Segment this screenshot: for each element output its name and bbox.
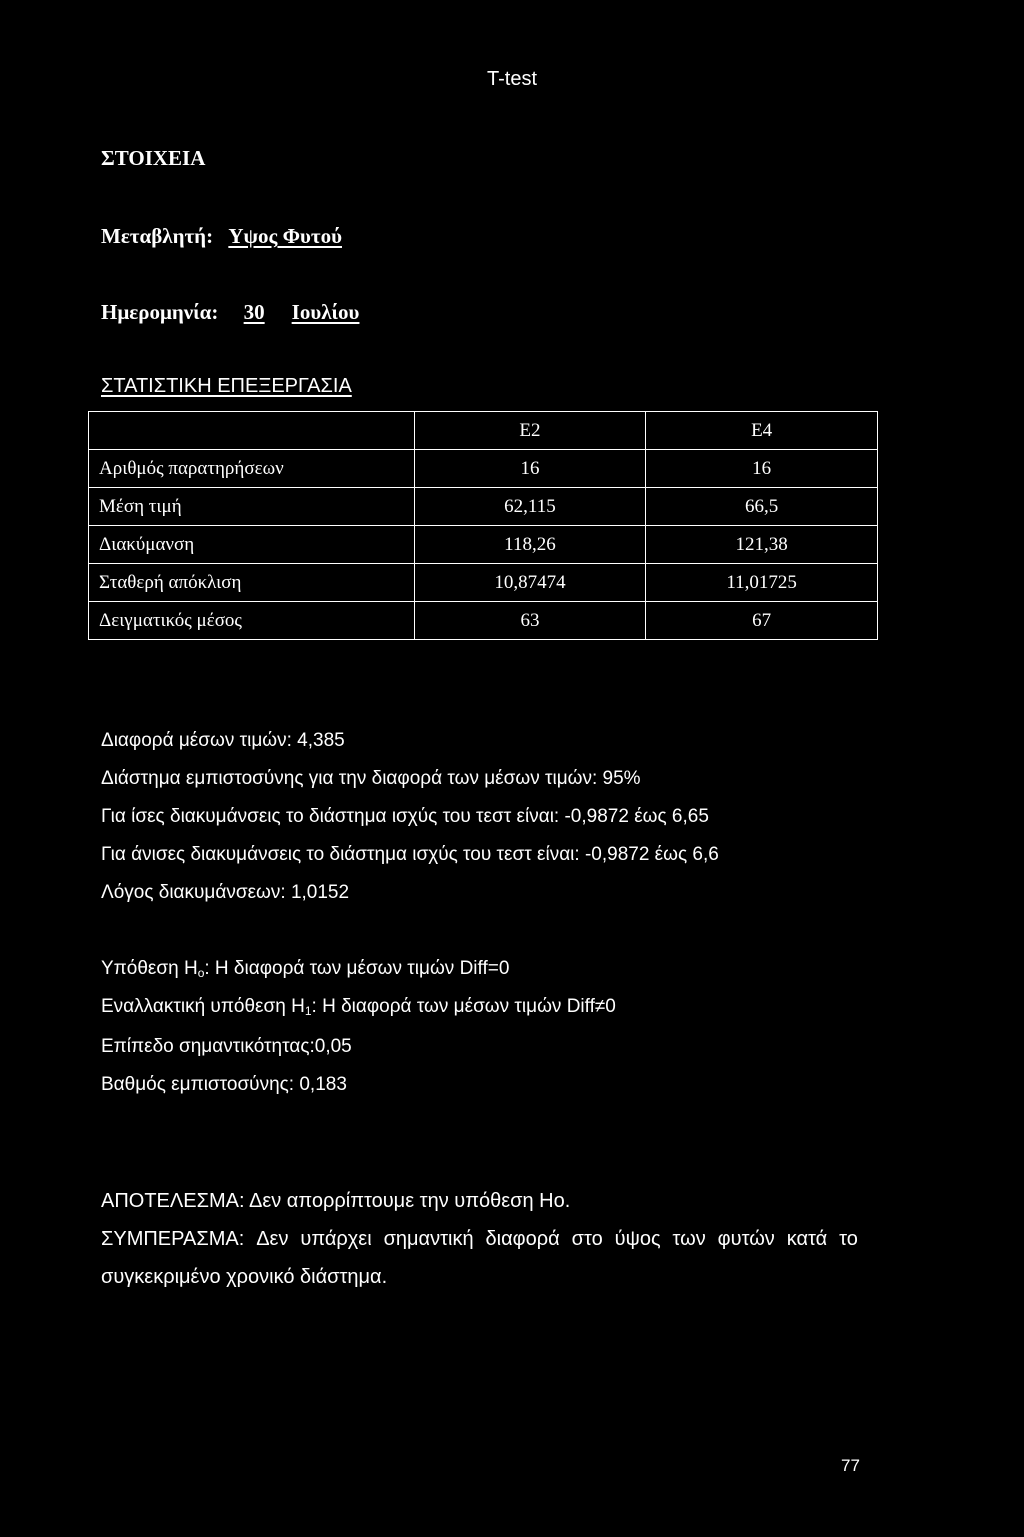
variance-ratio-text: Λόγος διακυμάνσεων: 1,0152	[101, 882, 350, 903]
table-cell: Διακύμανση	[89, 526, 415, 564]
mean-difference-text: Διαφορά μέσων τιμών: 4,385	[101, 730, 345, 751]
unequal-variance-text: Για άνισες διακυμάνσεις το διάστημα ισχύς του τεστ είναι: -0,9872 έως 6,6	[101, 844, 719, 865]
table-header-cell	[89, 412, 415, 450]
summary-word: ύψος	[614, 1228, 661, 1250]
summary-word: κατά	[786, 1228, 828, 1250]
table-cell: 121,38	[646, 526, 878, 564]
table-cell: Σταθερή απόκλιση	[89, 564, 415, 602]
alternative-hypothesis-text	[101, 996, 616, 1018]
date-row	[101, 300, 359, 325]
table-header-cell: Ε2	[414, 412, 646, 450]
table-row	[89, 526, 878, 564]
table-row	[89, 488, 878, 526]
date-month: Ιουλίου	[291, 300, 360, 324]
table-cell: 63	[414, 602, 646, 640]
table-header-row	[89, 412, 878, 450]
null-hypothesis-suffix: : Η διαφορά των μέσων τιμών Diff=0	[204, 958, 510, 979]
variable-value: Υψος Φυτού	[228, 224, 342, 248]
summary-line-2: συγκεκριμένο χρονικό διάστημα.	[101, 1266, 388, 1288]
summary-word: το	[839, 1228, 858, 1250]
table-cell: 10,87474	[414, 564, 646, 602]
table-cell: Αριθμός παρατηρήσεων	[89, 450, 415, 488]
null-hypothesis-subscript: ο	[197, 966, 205, 980]
confidence-degree-text: Βαθμός εμπιστοσύνης: 0,183	[101, 1074, 347, 1095]
table-cell: Μέση τιμή	[89, 488, 415, 526]
null-hypothesis-text	[101, 958, 509, 980]
table-cell: 16	[646, 450, 878, 488]
summary-word: φυτών	[717, 1228, 775, 1250]
table-cell: 66,5	[646, 488, 878, 526]
variable-row	[101, 224, 342, 249]
variable-label: Μεταβλητή:	[101, 224, 214, 248]
date-label: Ημερομηνία:	[101, 300, 219, 324]
page-number: 77	[841, 1456, 860, 1475]
table-cell: 11,01725	[646, 564, 878, 602]
table-cell: 62,115	[414, 488, 646, 526]
summary-word: σημαντική	[383, 1228, 474, 1250]
data-heading: ΣΤΟΙΧΕΙΑ	[101, 146, 206, 170]
page-header-title: T-test	[486, 68, 537, 90]
alternative-hypothesis-suffix: : Η διαφορά των μέσων τιμών Diff≠0	[311, 996, 616, 1017]
table-header-cell: Ε4	[646, 412, 878, 450]
table-cell: Δειγματικός μέσος	[89, 602, 415, 640]
summary-word: των	[672, 1228, 706, 1250]
alternative-hypothesis-subscript: 1	[304, 1004, 312, 1018]
summary-word: ΣΥΜΠΕΡΑΣΜΑ:	[101, 1228, 245, 1250]
null-hypothesis-prefix: Υπόθεση Η	[101, 958, 198, 979]
summary-word: στο	[571, 1228, 603, 1250]
summary-word: διαφορά	[485, 1228, 560, 1250]
equal-variance-text: Για ίσες διακυμάνσεις το διάστημα ισχύς του τεστ είναι: -0,9872 έως 6,65	[101, 806, 709, 827]
date-day: 30	[243, 300, 265, 324]
confidence-interval-text: Διάστημα εμπιστοσύνης για την διαφορά των μέσων τιμών: 95%	[101, 768, 641, 789]
table-cell: 16	[414, 450, 646, 488]
table-row	[89, 602, 878, 640]
summary-word: Δεν	[256, 1228, 289, 1250]
stats-section-title: ΣΤΑΤΙΣΤΙΚΗ ΕΠΕΞΕΡΓΑΣΙΑ	[101, 375, 352, 397]
summary-word: υπάρχει	[300, 1228, 372, 1250]
summary-line-1	[101, 1228, 858, 1251]
statistics-table	[88, 411, 878, 640]
table-row	[89, 564, 878, 602]
table-cell: 67	[646, 602, 878, 640]
alternative-hypothesis-prefix: Εναλλακτική υπόθεση Η	[101, 996, 305, 1017]
table-cell: 118,26	[414, 526, 646, 564]
table-row	[89, 450, 878, 488]
result-text: ΑΠΟΤΕΛΕΣΜΑ: Δεν απορρίπτουμε την υπόθεση Ho.	[101, 1190, 571, 1212]
significance-level-text: Επίπεδο σημαντικότητας:0,05	[101, 1036, 352, 1057]
